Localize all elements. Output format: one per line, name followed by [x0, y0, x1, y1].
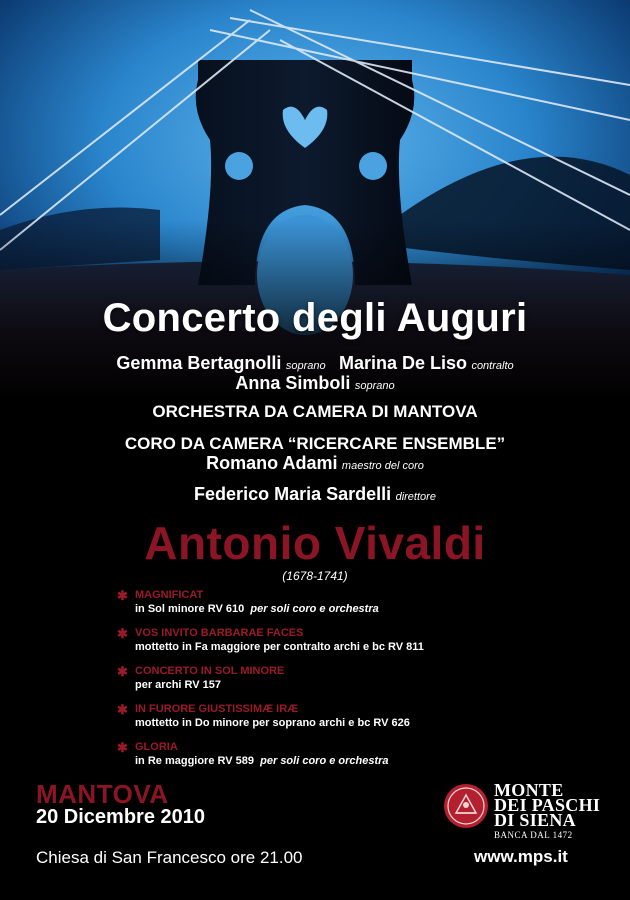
director-name: Federico Maria Sardelli [194, 484, 392, 504]
soloist-name: Marina De Liso [338, 353, 467, 373]
bank-name [494, 780, 601, 830]
program-item [117, 665, 597, 692]
work-description: mottetto in Fa maggiore per contralto archi e bc RV 811 [135, 641, 424, 653]
work-details [135, 678, 597, 692]
star-bullet-icon: ✱ [117, 626, 128, 641]
bank-name-line: DI SIENA [494, 810, 576, 830]
program-item [117, 703, 597, 730]
work-details [135, 754, 597, 768]
soloist-name: Gemma Bertagnolli [116, 353, 282, 373]
choir-master-role: maestro del coro [341, 460, 424, 472]
bank-seal-icon [443, 783, 489, 829]
soloist-role: soprano [354, 380, 395, 392]
choir-master-name: Romano Adami [206, 453, 338, 473]
concert-title: Concerto degli Auguri [102, 296, 528, 340]
work-title: IN FURORE GIUSTISSIMÆ IRÆ [135, 703, 299, 715]
soloist-role: contralto [471, 360, 514, 372]
choir-master [0, 453, 630, 474]
program-list [117, 589, 597, 779]
event-date: 20 Dicembre 2010 [36, 806, 206, 828]
work-title: GLORIA [135, 741, 178, 753]
director-role: direttore [395, 491, 436, 503]
work-description: in Sol minore RV 610 [135, 603, 245, 615]
star-bullet-icon: ✱ [117, 664, 128, 679]
work-title: VOS INVITO BARBARAE FACES [135, 627, 304, 639]
work-details [135, 640, 597, 654]
program-item [117, 741, 597, 768]
soloist-name: Anna Simboli [235, 373, 351, 393]
program-item [117, 627, 597, 654]
choir-name: CORO DA CAMERA “RICERCARE ENSEMBLE” [124, 434, 506, 453]
event-city: MANTOVA [36, 779, 169, 809]
orchestra-name: ORCHESTRA DA CAMERA DI MANTOVA [152, 402, 478, 421]
composer-dates: (1678-1741) [282, 569, 348, 583]
star-bullet-icon: ✱ [117, 588, 128, 603]
event-venue: Chiesa di San Francesco ore 21.00 [36, 848, 303, 867]
star-bullet-icon: ✱ [117, 702, 128, 717]
work-details [135, 716, 597, 730]
work-description: mottetto in Do minore per soprano archi e bc RV 626 [135, 717, 410, 729]
work-details [135, 602, 597, 616]
work-title: CONCERTO IN SOL MINORE [135, 665, 285, 677]
bank-subtitle: BANCA DAL 1472 [494, 830, 573, 840]
work-scoring: per soli coro e orchestra [250, 603, 379, 615]
star-bullet-icon: ✱ [117, 740, 128, 755]
sponsor-website-link[interactable]: www.mps.it [474, 847, 568, 866]
work-title: MAGNIFICAT [135, 589, 204, 601]
work-description: per archi RV 157 [135, 679, 222, 691]
program-item [117, 589, 597, 616]
work-scoring: per soli coro e orchestra [260, 755, 389, 767]
director [0, 484, 630, 505]
soloists-line-2 [0, 373, 630, 394]
work-description: in Re maggiore RV 589 [135, 755, 255, 767]
bank-name-line: MONTE [494, 780, 564, 800]
composer-name: Antonio Vivaldi [144, 517, 486, 569]
soloists-line-1 [0, 353, 630, 374]
soloist-role: soprano [285, 360, 326, 372]
bank-name-line: DEI PASCHI [494, 795, 601, 815]
